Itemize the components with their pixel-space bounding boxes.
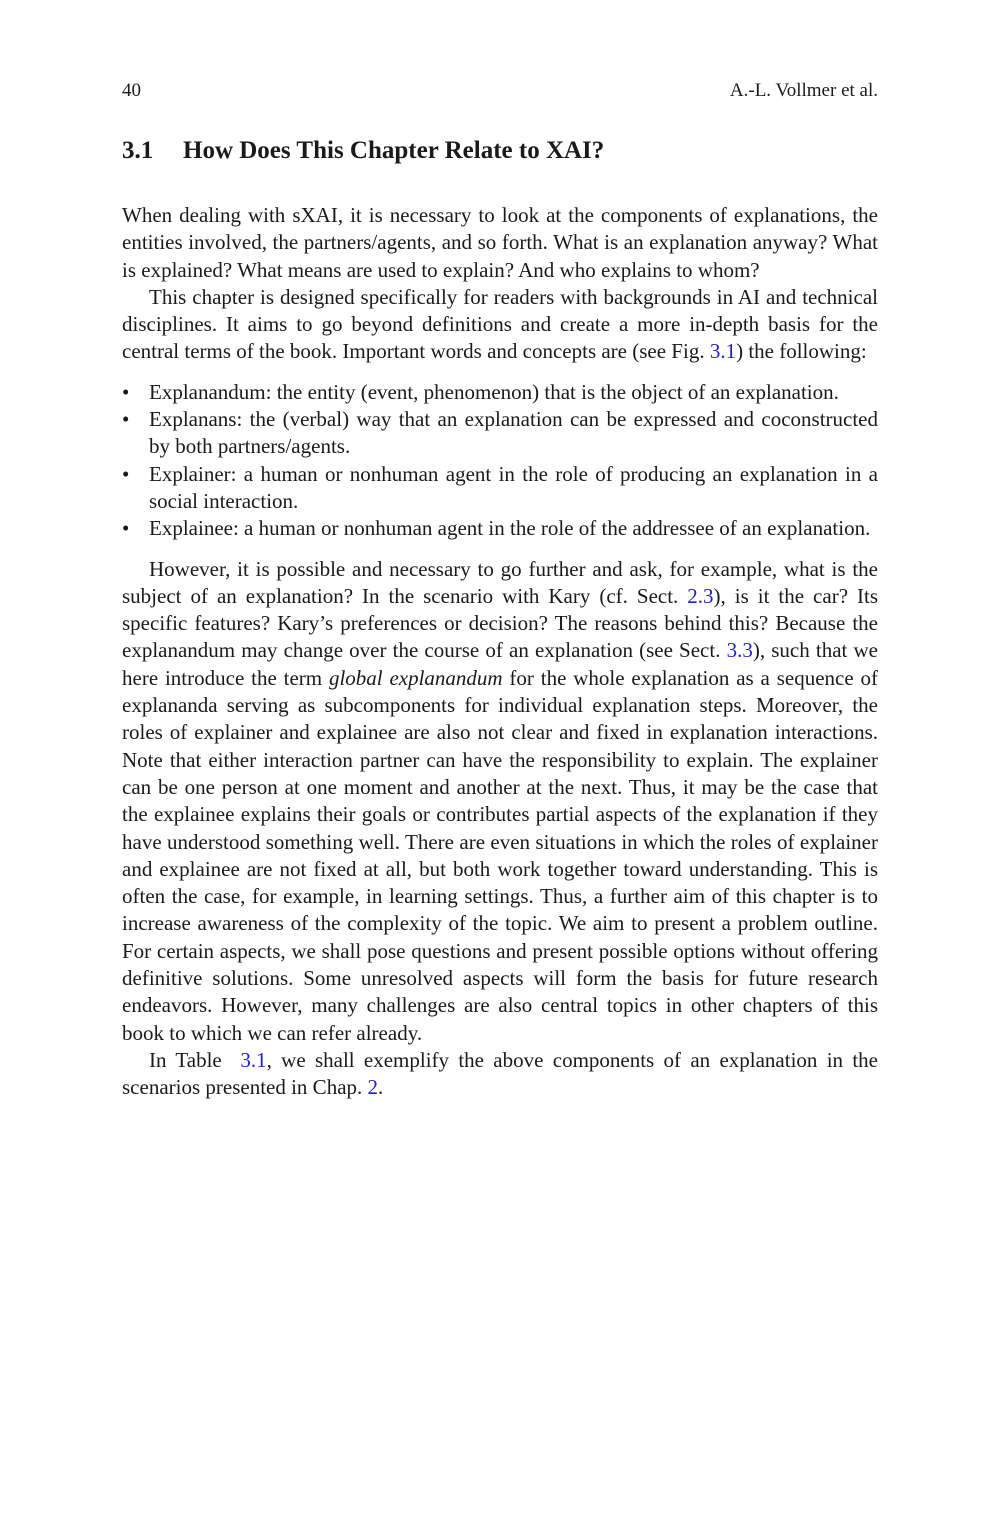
bullet-icon: •	[122, 461, 130, 486]
paragraph-discussion-text: ), is it the car? Its specific features? Kary’s preferences or decision? The reasons behind this? Because the explanandum may change over the course of an explanation (see Sect.	[122, 583, 878, 663]
list-item-text: Explanans: the (verbal) way that an explanation can be expressed and coconstructed by both partners/agents.	[149, 407, 878, 459]
list-item	[122, 515, 878, 542]
italic-term: global explanandum	[328, 665, 503, 690]
paragraph-table-text: In Table	[149, 1047, 241, 1072]
bullet-icon: •	[122, 379, 130, 404]
paragraph-intro: When dealing with sXAI, it is necessary to look at the components of explanations, the entities involved, the partners/agents, and so forth. What is an explanation anyway? What is explained? What means are used to explain? And who explains to whom?	[122, 203, 878, 282]
paragraph-discussion	[122, 556, 878, 1047]
paragraph-purpose-end: ) the following:	[736, 339, 867, 364]
list-item-text: Explanandum: the entity (event, phenomenon) that is the object of an explanation.	[149, 379, 839, 404]
paragraph-discussion-text: However, it is possible and necessary to go further and ask, for example, what is the subject of an explanation? In the scenario with Kary (cf. Sect.	[122, 556, 878, 608]
section-link-2-3[interactable]: 2.3	[687, 583, 714, 608]
list-item	[122, 406, 878, 461]
section-heading	[122, 136, 604, 166]
paragraph-table-text: , we shall exemplify the above components of an explanation in the scenarios presented in Chap.	[122, 1047, 878, 1100]
page-number: 40	[122, 80, 141, 101]
list-item-text: Explainee: a human or nonhuman agent in the role of the addressee of an explanation.	[149, 516, 871, 541]
list-item	[122, 461, 878, 516]
section-number: 3.1	[122, 137, 154, 164]
bullet-icon: •	[122, 407, 130, 432]
figure-link[interactable]: 3.1	[709, 339, 737, 364]
chapter-link[interactable]: 2	[367, 1075, 379, 1100]
list-item	[122, 379, 878, 406]
paragraph-purpose-text: This chapter is designed specifically for readers with backgrounds in AI and technical disciplines. It aims to go beyond definitions and create a more in-depth basis for the central terms of the book. Important words and concepts are (see Fig.	[122, 284, 878, 364]
paragraph-discussion-text: for the whole explanation as a sequence of explananda serving as subcomponents for individual explanation steps. Moreover, the roles of explainer and explainee are also not clear and fixed in explanation interactions. Note that either interaction partner can have the responsibility to explain. The explainer can be one person at one moment and another at the next. Thus, it may be the case that the explainee explains their goals or contributes partial aspects of the explanation if they have understood something well. There are even situations in which the roles of explainer and explainee are not fixed at all, but both work together toward understanding. This is often the case, for example, in learning settings. Thus, a further aim of this chapter is to increase awareness of the complexity of the topic. We aim to present a problem outline. For certain aspects, we shall pose questions and present possible options without offering definitive solutions. Some unresolved aspects will form the basis for future research endeavors. However, many challenges are also central topics in other chapters of this book to which we can refer already.	[122, 665, 878, 1045]
section-title: How Does This Chapter Relate to XAI?	[183, 137, 605, 164]
running-header	[122, 79, 878, 103]
paragraph-discussion-text: ), such that we here introduce the term	[122, 638, 878, 690]
paragraph-purpose	[122, 284, 878, 366]
concept-list	[122, 379, 878, 543]
table-link[interactable]: 3.1	[240, 1047, 267, 1072]
paragraph-table-text: .	[378, 1075, 384, 1100]
running-authors: A.-L. Vollmer et al.	[729, 80, 878, 101]
paragraph-table-ref	[122, 1047, 878, 1102]
body-text	[122, 202, 878, 1102]
section-link-3-3[interactable]: 3.3	[726, 638, 753, 663]
list-item-text: Explainer: a human or nonhuman agent in the role of producing an explanation in a social interaction.	[149, 461, 878, 513]
bullet-icon: •	[122, 516, 130, 541]
